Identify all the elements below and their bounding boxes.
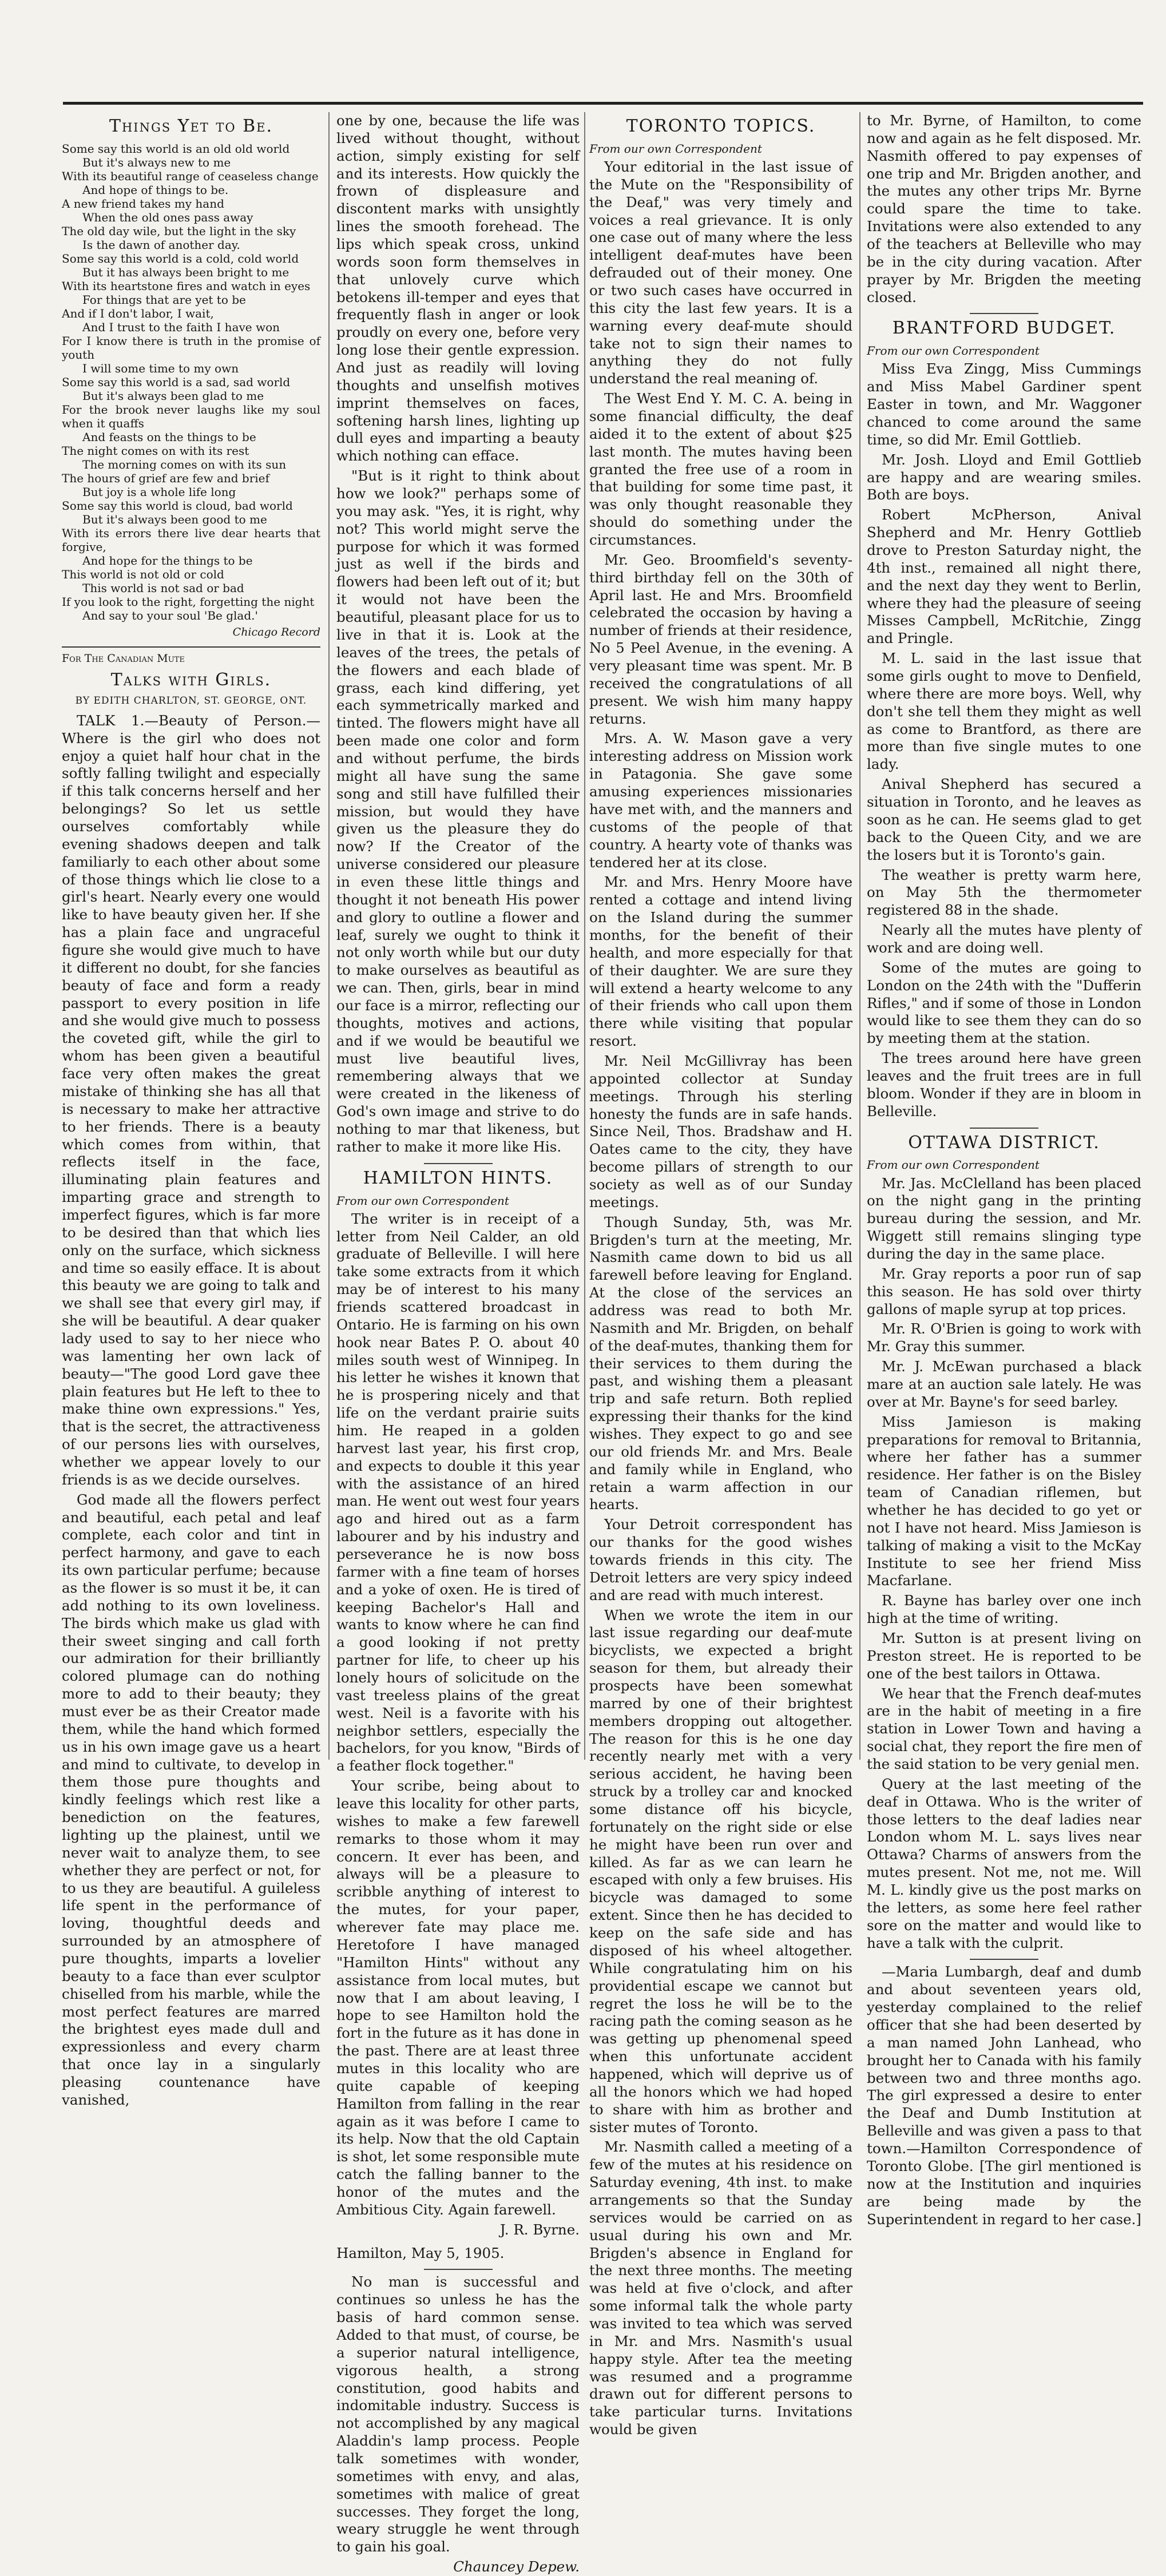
poem-line: A new friend takes my hand [62,196,224,211]
article-paragraph: Mr. Gray reports a poor run of sap this season. He has sold over thirty gallons of maple syrup at top prices. [867,1265,1141,1317]
article-paragraph: The West End Y. M. C. A. being in some financial difficulty, the deaf aided it to the extent of about $25 last month. The mutes having been granted the free use of a room in that building for some time past, it was only thought reasonable they should do something under the circumstances. [589,390,852,549]
article-paragraph: Some of the mutes are going to London on the 24th with the "Dufferin Rifles," and if some of those in London would like to see them they can do so by meeting them at the station. [867,959,1141,1047]
hamilton-dateline: Hamilton, May 5, 1905. [336,2244,505,2261]
brantford-correspondent: From our own Correspondent [867,344,1040,358]
article-paragraph: TALK 1.—Beauty of Person.—Where is the girl who does not enjoy a quiet half hour chat in the softly falling twilight and especially if this talk concerns herself and her belongings? So let us settle ourselves comfortably while evening shadows deepen and talk familiarly to each other about some of those things which lie close to a girl's heart. Nearly every one would like to have beauty given her. If she has a plain face and ungraceful figure she would give much to have it different no doubt, for she fancies beauty of face and form a ready passport to every position in life and she would give much to possess the coveted gift, while the girl to whom has been given a beautiful face very often makes the great mistake of thinking she has all that is necessary to make her attractive to her friends. There is a beauty which comes from within, that reflects itself in the face, illuminating plain features and imparting grace and strength to imperfect figures, which is far more to be desired than that which lies only on the surface, which sickness and time so easily efface. It is about this beauty we are going to talk and we shall see that every girl may, if she will be beautiful. A dear quaker lady used to say to her niece who was lamenting her own lack of beauty—"The good Lord gave thee plain features but He left to thee to make thine own expressions." Yes, that is the secret, the attractiveness of our persons lies with ourselves, whether we appear lovely to our friends is as we decide ourselves. [62,712,320,1488]
poem-line: But it's always new to me [82,155,231,169]
talks-intro: For The Canadian Mute [62,652,185,665]
divider [970,313,1038,314]
top-rule [63,102,1143,105]
article-paragraph: Mr. and Mrs. Henry Moore have rented a cottage and intend living on the Island during the summer months, for the benefit of their health, and more especially for that of their daughter. We are sure they will extend a hearty welcome to any of their friends who call upon them there while visiting that popular resort. [589,874,852,1050]
poem-line: I will some time to my own [82,361,239,375]
article-paragraph: No man is successful and continues so unless he has the basis of hard common sense. Added to that must, of course, be a superior natural intelligence, vigorous health, a strong constitution, good habits and indomitable industry. Success is not accomplished by any magical Aladdin's lamp process. People talk sometimes with wonder, sometimes with envy, and alas, sometimes with malice of great successes. They forget the long, weary struggle he went through to gain his goal. [336,2273,580,2555]
poem-line: And I trust to the faith I have won [82,320,280,334]
success-credit: Chauncey Depew. [453,2558,580,2575]
talks-title: Talks with Girls. [110,669,272,690]
talks-byline: BY EDITH CHARLTON, ST. GEORGE, ONT. [75,695,307,707]
poem-title: Things Yet to Be. [109,116,273,136]
poem-line: Some say this world is a cold, cold world [62,251,299,265]
poem-line: For I know there is truth in the promise of youth [62,334,320,362]
poem-line: When the old ones pass away [82,210,253,224]
article-paragraph: Anival Shepherd has secured a situation in Toronto, and he leaves as soon as he can. He seems glad to get back to the Queen City, and we are the losers but it is Toronto's gain. [867,776,1141,863]
hamilton-title: HAMILTON HINTS. [363,1168,553,1188]
poem-line: This world is not sad or bad [82,581,244,595]
article-paragraph: Your scribe, being about to leave this locality for other parts, wishes to make a few farewell remarks to those whom it may concern. It ever has been, and always will be a pleasure to scribble anything of interest to the mutes, for your paper, wherever fate may place me. Heretofore I have managed "Hamilton Hints" without any assistance from local mutes, but now that I am about leaving, I hope to see Hamilton hold the fort in the future as it has done in the past. There are at least three mutes in this locality who are quite capable of keeping Hamilton from falling in the rear again as it was before I came to its help. Now that the old Captain is shot, let some responsible mute catch the falling banner to the honor of the mutes and the Ambitious City. Again farewell. [336,1777,580,2218]
article-paragraph: Though Sunday, 5th, was Mr. Brigden's turn at the meeting, Mr. Nasmith came down to bid us all farewell before leaving for England. At the close of the services an address was read to both Mr. Nasmith and Mr. Brigden, on behalf of the deaf-mutes, thanking them for their services to them during the past, and wishing them a pleasant trip and safe return. Both replied expressing their thanks for the kind wishes. They expect to go and see our old friends Mr. and Mrs. Beale and family while in England, who retain a warm affection in our hearts. [589,1213,852,1513]
poem-line: And feasts on the things to be [82,430,256,444]
article-paragraph: Mr. Neil McGillivray has been appointed collector at Sunday meetings. Through his sterling honesty the funds are in safe hands. Since Neil, Thos. Bradshaw and H. Oates came to the city, they have become pillars of strength to our society as well as of our Sunday meetings. [589,1052,852,1210]
poem-line: The hours of grief are few and brief [62,471,269,485]
poem-line: And say to your soul 'Be glad.' [82,608,259,622]
poem-line: For things that are yet to be [82,292,246,307]
article-paragraph: Miss Eva Zingg, Miss Cummings and Miss Mabel Gardiner spent Easter in town, and Mr. Waggoner chanced to come around the same time, so did Mr. Emil Gottlieb. [867,360,1141,448]
article-paragraph: The weather is pretty warm here, on May 5th the thermometer registered 88 in the shade. [867,866,1141,919]
article-paragraph: We hear that the French deaf-mutes are in the habit of meeting in a fire station in Lower Town and having a social chat, they report the fire men of the said station to be very genial men. [867,1685,1141,1773]
article-paragraph: —Maria Lumbargh, deaf and dumb and about seventeen years old, yesterday complained to the relief officer that she had been deserted by a man named John Lanhead, who brought her to Canada with his family between two and three months ago. The girl expressed a desire to enter the Deaf and Dumb Institution at Belleville and was given a pass to that town.—Hamilton Correspondence of Toronto Globe. [The girl mentioned is now at the Institution and inquiries are being made by the Superintendent in regard to her case.] [867,1963,1141,2228]
article-paragraph: Query at the last meeting of the deaf in Ottawa. Who is the writer of those letters to the deaf ladies near London whom M. L. says lives near Ottawa? Charms of answers from the mutes present. Not me, not me. Will M. L. kindly give us the post marks on the letters, as some here feel rather sore on the matter and would like to have a talk with the culprit. [867,1775,1141,1951]
article-paragraph: Mr. J. McEwan purchased a black mare at an auction sale lately. He was over at Mr. Bayne's for seed barley. [867,1358,1141,1410]
poem-line: With its heartstone fires and watch in eyes [62,279,311,293]
article-paragraph: Mr. Sutton is at present living on Preston street. He is reported to be one of the best tailors in Ottawa. [867,1630,1141,1682]
divider [424,2269,493,2270]
article-paragraph: Mr. Geo. Broomfield's seventy-third birthday fell on the 30th of April last. He and Mrs. Broomfield celebrated the occasion by having a number of friends at their residence, No 5 Peel Avenue, in the evening. A very pleasant time was spent. Mr. B received the congratulations of all present. We wish him many happy returns. [589,551,852,727]
column-4 [867,112,1141,2228]
poem-line: If you look to the right, forgetting the night [62,594,315,609]
article-paragraph: to Mr. Byrne, of Hamilton, to come now and again as he felt disposed. Mr. Nasmith offered to pay expenses of one trip and Mr. Brigden another, and the mutes any other trips Mr. Byrne could spare the time to take. Invitations were also extended to any of the teachers at Belleville who may be in the city during vacation. After prayer by Mr. Brigden the meeting closed. [867,112,1141,305]
article-paragraph: Mrs. A. W. Mason gave a very interesting address on Mission work in Patagonia. She gave some amusing experiences missionaries have met with, and the manners and customs of the people of that country. A hearty vote of thanks was tendered her at its close. [589,730,852,871]
poem-credit: Chicago Record [232,625,320,638]
poem-line: This world is not old or cold [62,567,224,581]
poem-line: But it's always been good to me [82,512,267,526]
poem-line: But it has always been bright to me [82,265,289,279]
article-paragraph: Mr. Josh. Lloyd and Emil Gottlieb are happy and are wearing smiles. Both are boys. [867,451,1141,503]
poem-line: Is the dawn of another day. [82,237,240,252]
brantford-title: BRANTFORD BUDGET. [892,318,1116,339]
column-2 [336,112,580,2575]
article-paragraph: R. Bayne has barley over one inch high at the time of writing. [867,1592,1141,1627]
divider [62,646,320,648]
article-paragraph: one by one, because the life was lived without thought, without action, simply existing for self and its interests. How quickly the frown of displeasure and discontent marks with unsightly lines the smooth forehead. The lips which speak cross, unkind words soon form themselves in that unlovely curve which betokens ill-temper and eyes that frequently flash in anger or look proudly on every one, before very long lose their gentle expression. And just as readily will loving thoughts and unselfish motives imprint themselves on faces, softening harsh lines, lighting up dull eyes and imparting a beauty which nothing can efface. [336,112,580,465]
poem-line: Some say this world is cloud, bad world [62,498,293,513]
hamilton-correspondent: From our own Correspondent [336,1193,509,1208]
poem-line: With its beautiful range of ceaseless change [62,169,319,183]
article-paragraph: Mr. Jas. McClelland has been placed on the night gang in the printing bureau during the session, and Mr. Wiggett still remains slinging type during the day in the same place. [867,1174,1141,1262]
column-divider [859,112,860,1760]
poem-line: For the brook never laughs like my soul when it quaffs [62,402,320,430]
article-paragraph: The trees around here have green leaves and the fruit trees are in full bloom. Wonder if they are in bloom in Belleville. [867,1050,1141,1120]
poem-line: And if I don't labor, I wait, [62,306,214,320]
article-paragraph: Nearly all the mutes have plenty of work and are doing well. [867,922,1141,956]
poem-line: The night comes on with its rest [62,443,249,458]
article-paragraph: "But is it right to think about how we look?" perhaps some of you may ask. "Yes, it is right, why not? This world might serve the purpose for which it was formed just as well if the birds and flowers had been left out of it; but it would not have been the beautiful, pleasant place for us to live in that it is. Look at the leaves of the trees, the petals of the flowers and each blade of grass, each kind differing, yet each symmetrically marked and tinted. The flowers might have all been made one color and form and without perfume, the birds might all have sung the same song and still have fulfilled their mission, but would they have given us the pleasure they do now? If the Creator of the universe considered our pleasure in even these little things and thought it not beneath His power and glory to outline a flower and leaf, surely we ought to think it not only worth while but our duty to make ourselves as beautiful as we can. Then, girls, bear in mind our face is a mirror, reflecting our thoughts, motives and actions, and if we would be beautiful we must live beautiful lives, remembering always that we were created in the likeness of God's own image and strive to do nothing to mar that likeness, but rather to make it more like His. [336,467,580,1155]
column-divider [584,112,585,1760]
article-paragraph: Miss Jamieson is making preparations for removal to Britannia, where her father has a summer residence. Her father is on the Bisley team of Canadian riflemen, but whether he has decided to go yet or not I have not heard. Miss Jamieson is talking of making a visit to the McKay Institute to see her friend Miss Macfarlane. [867,1413,1141,1589]
article-paragraph: When we wrote the item in our last issue regarding our deaf-mute bicyclists, we expected a bright season for them, but already their prospects have been somewhat marred by one of their brightest members dropping out altogether. The reason for this is he one day recently nearly met with a very serious accident, he having been struck by a trolley car and knocked some distance off his bicycle, fortunately on the right side or else he might have been run over and killed. As far as we can learn he escaped with only a few bruises. His bicycle was damaged to some extent. Since then he has decided to keep on the safe side and has disposed of his wheel altogether. While congratulating him on his providential escape we cannot but regret the loss he will be to the racing path the coming season as he was getting up phenomenal speed when this unfortunate accident happened, which will deprive us of all the honors which we had hoped to share with him as brother and sister mutes of Toronto. [589,1606,852,2136]
hamilton-signature: J. R. Byrne. [499,2221,580,2238]
article-paragraph: Mr. R. O'Brien is going to work with Mr. Gray this summer. [867,1320,1141,1355]
ottawa-correspondent: From our own Correspondent [867,1158,1040,1172]
article-paragraph: The writer is in receipt of a letter from Neil Calder, an old graduate of Belleville. I will here take some extracts from it which may be of interest to his many friends scattered broadcast in Ontario. He is farming on his own hook near Bates P. O. about 40 miles south west of Winnipeg. In his letter he wishes it known that he is prospering nicely and that life on the verdant prairie suits him. He reaped in a golden harvest last year, his first crop, and expects to double it this year with the assistance of an hired man. He went out west four years ago and hired out as a farm labourer and by his industry and perseverance he is now boss farmer with a fine team of horses and a yoke of oxen. He is tired of keeping Bachelor's Hall and wants to know where he can find a good looking if not pretty partner for life, to cheer up his lonely hours of solicitude on the vast treeless plains of the great west. Neil is a favorite with his neighbor settlers, especially the bachelors, for you know, "Birds of a feather flock together." [336,1210,580,1775]
divider [970,1128,1038,1129]
divider [970,1959,1038,1960]
poem [62,142,320,622]
column-divider [328,112,330,1760]
divider [424,1163,493,1164]
column-1 [62,112,320,2108]
poem-line: With its errors there live dear hearts that forgive, [62,526,320,554]
poem-line: But joy is a whole life long [82,485,236,499]
article-paragraph: Your Detroit correspondent has our thanks for the good wishes towards friends in this city. The Detroit letters are very spicy indeed and are read with much interest. [589,1516,852,1603]
column-3 [589,112,852,2438]
article-paragraph: M. L. said in the last issue that some girls ought to move to Denfield, where there are more boys. Well, why don't she tell them they might as well as come to Brantford, as there are more than five single mutes to one lady. [867,650,1141,773]
poem-line: But it's always been glad to me [82,388,264,403]
poem-line: Some say this world is an old old world [62,141,290,156]
article-paragraph: God made all the flowers perfect and beautiful, each petal and leaf complete, each color and tint in perfect harmony, and gave to each its own particular perfume; because as the flower is so must it be, it can add nothing to its own loveliness. The birds which make us glad with their sweet singing and call forth our admiration for their brilliantly colored plumage can do nothing more to add to their beauty; they must ever be as their Creator made them, while the hand which formed us in his own image gave us a heart and mind to cultivate, to develop in them those pure thoughts and kindly feelings which rest like a benediction on the features, lighting up the plainest, until we never wait to analyze them, to see whether they are perfect or not, for to us they are beautiful. A guileless life spent in the performance of loving, thoughtful deeds and surrounded by an atmosphere of pure thoughts, imparts a lovelier beauty to a face than ever sculptor chiselled from his marble, while the most perfect features are marred the brightest eyes made dull and expressionless and every charm that once lay in a singularly pleasing countenance have vanished, [62,1491,320,2108]
article-paragraph: Mr. Nasmith called a meeting of a few of the mutes at his residence on Saturday evening, 4th inst. to make arrangements so that the Sunday services would be carried on as usual during his own and Mr. Brigden's absence in England for the next three months. The meeting was held at five o'clock, and after some informal talk the whole party was invited to tea which was served in Mr. and Mrs. Nasmith's usual happy style. After tea the meeting was resumed and a programme drawn out for different persons to take particular turns. Invitations would be given [589,2138,852,2438]
article-paragraph: Robert McPherson, Anival Shepherd and Mr. Henry Gottlieb drove to Preston Saturday night, the 4th inst., remained all night there, and the next day they went to Berlin, where they had the pleasure of seeing Misses Campbell, McRitchie, Zingg and Pringle. [867,506,1141,647]
toronto-title: TORONTO TOPICS. [626,116,816,136]
poem-line: The old day wile, but the light in the sky [62,224,296,238]
ottawa-title: OTTAWA DISTRICT. [908,1132,1100,1153]
poem-line: And hope of things to be. [82,182,229,197]
poem-line: Some say this world is a sad, sad world [62,375,291,389]
poem-line: The morning comes on with its sun [82,457,287,471]
toronto-correspondent: From our own Correspondent [589,141,762,156]
article-paragraph: Your editorial in the last issue of the Mute on the "Responsibility of the Deaf," was very timely and voices a real grievance. It is only one case out of many where the less intelligent deaf-mutes have been defrauded out of their money. One or two such cases have occurred in this city the last few years. It is a warning every deaf-mute should take not to sign their names to anything they do not fully understand the real meaning of. [589,158,852,387]
poem-line: And hope for the things to be [82,553,253,567]
